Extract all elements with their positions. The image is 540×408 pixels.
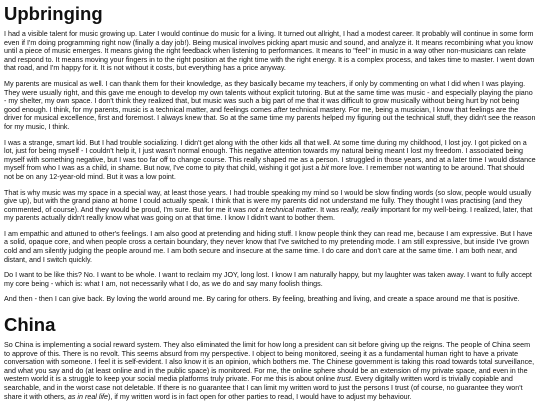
paragraph-text: And then - then I can give back. By loving the world around me. By caring for others. By feeling, breathing and living, and create a space around me that is positive.	[4, 295, 520, 304]
paragraph-text: important for my well-being. I realized, later, that my parents actually didn't really know what was going on at that time. I know I didn't want to bother them.	[4, 205, 533, 223]
paragraph	[4, 295, 536, 304]
paragraph	[4, 341, 536, 401]
paragraph-text: . Every digitally written word is trivially copiable and searchable, and in the worst case not deletable. If there is no guarantee that I can limit my written word to just the persons I trust (of course, no guarantee they won't share it with others,	[4, 375, 523, 401]
paragraph-text: I was a strange, smart kid. But I had trouble socializing. I didn't get along with the other kids all that well. At some time during my childhood, I lost joy. I got picked on a lot, just for being myself - I couldn't help it, I just wasn't normal enough. This negative attention towards my natural being meant I lost my freedom. I associated being myself with something negative, but I was too far off to change course. This really shaped me as a person. I struggled in those years, and at a later time I would distance myself from who I was as a child, in shame. But now, I've come to pity that child, wishing it got just a	[4, 138, 536, 173]
paragraph-text: more love. I remember not wanting to be around. That should not be on any 12-year-old mind. But it was a low point.	[4, 164, 525, 181]
emphasis-text: not a technical matter	[247, 205, 317, 214]
paragraph	[4, 80, 536, 132]
article	[0, 3, 540, 401]
emphasis-text: as in real life	[67, 392, 108, 401]
paragraph	[4, 30, 536, 73]
paragraph-text: I am empathic and attuned to other's feelings. I am also good at pretending and hiding stuff. I know people think they can read me, because I am expressive. But I have a solid, opaque core, and when people cross a certain boundary, they never know that I've switched to my pretending mode. I am still expressive, but inside I've grown cold and am silently judging the people around me. I am both secure and insecure at the same time. I do care and don't care at the same time. I am both near, and distant, and I switch quickly.	[4, 229, 533, 264]
paragraph-text: ), if my written word is in fact open for other parties to read, I would have to adjust my behaviour.	[108, 392, 412, 401]
emphasis-text: bit	[321, 164, 329, 173]
emphasis-text: after	[273, 105, 288, 114]
section-heading: Upbringing	[4, 3, 103, 24]
paragraph	[4, 271, 536, 288]
paragraph-text: My parents are musical as well. I can thank them for their knowledge, as they basically became my teachers, if only by commenting on what I did when I was playing. They were usually right, and this gave me enough to develop my own talents without explicit tutoring. But at the same time was music - and especially playing the piano - my shelter, my own space. I don't think they realized that, but music was such a big part of me that it was difficult to grow musically without being hurt by not being good enough. I think, for my parents, music is a technical matter, and feelings comes	[4, 79, 533, 114]
paragraph-text: That is why music was my space in a special way, at least those years. I had trouble speaking my mind so I would be slow finding words (so slow, people would usually give up), but with the grand piano at home I could actually speak. I think that is were my parents did not understand me fully. They thought I was practising (and they commented, of course). And they would be proud, I'm sure. But for me it was	[4, 188, 532, 214]
emphasis-text: really, really	[340, 205, 379, 214]
paragraph	[4, 189, 536, 223]
paragraph-text: I had a visible talent for music growing up. Later I would continue do music for a living. It turned out allright, I had a modest career. It probably will continue in some form even if I'm doing programming right now (finally a day job!). Being musical involves picking apart music and sound, and analyze it. It means recombining what you know until a piece of music emerges. It means giving the right feedback when listening to performances. It means to "feel" in music in a way other non-musicians can relate and respond to. It means moving your fingers in to the right position at the right time with the right energy. It is a complex process, and takes time to master. I went down that road, and I'm happy for it. It is not without it costs, but everything has a price anyway.	[4, 30, 535, 73]
emphasis-text: trust	[336, 375, 351, 384]
paragraph-text: So China is implementing a social reward system. They also eliminated the limit for how long a president can sit before giving up the reigns. The people of China seem to approve of this. There is no revolt. This seems absurd from my perspective. I object to being monitored, seeing it as a fundamental human right to have a private conversation with someone. I feel it is self-evident. I also know it is an opinion, which bothers me. The Chinese government is taking this road towards total surveillance, and what you say and do (at least online and in the public space) is monitored. For me, the online sphere should be an extension of my private space, and even in the western world it is a struggle to keep your social media platforms truly private. For me this is about online	[4, 341, 535, 384]
paragraph-text: technical mastery. For me, being a musician, I know that feelings are the driver for musical excellence, first and foremost. I always knew that. So at the same time my parents helped my figuring out the technical stuff, they didn't see the reason for my music, I think.	[4, 105, 536, 131]
paragraph-text: . It was	[316, 205, 341, 214]
paragraph	[4, 139, 536, 182]
paragraph	[4, 230, 536, 264]
paragraph-text: Do I want to be like this? No. I want to be whole. I want to reclaim my JOY, long lost. I know I am naturally happy, but my laughter was taken away. I want to fully accept my core being - which is: what I am, not necessarily what I do, as we do and say many foolish things.	[4, 271, 532, 288]
section-heading: China	[4, 314, 56, 336]
